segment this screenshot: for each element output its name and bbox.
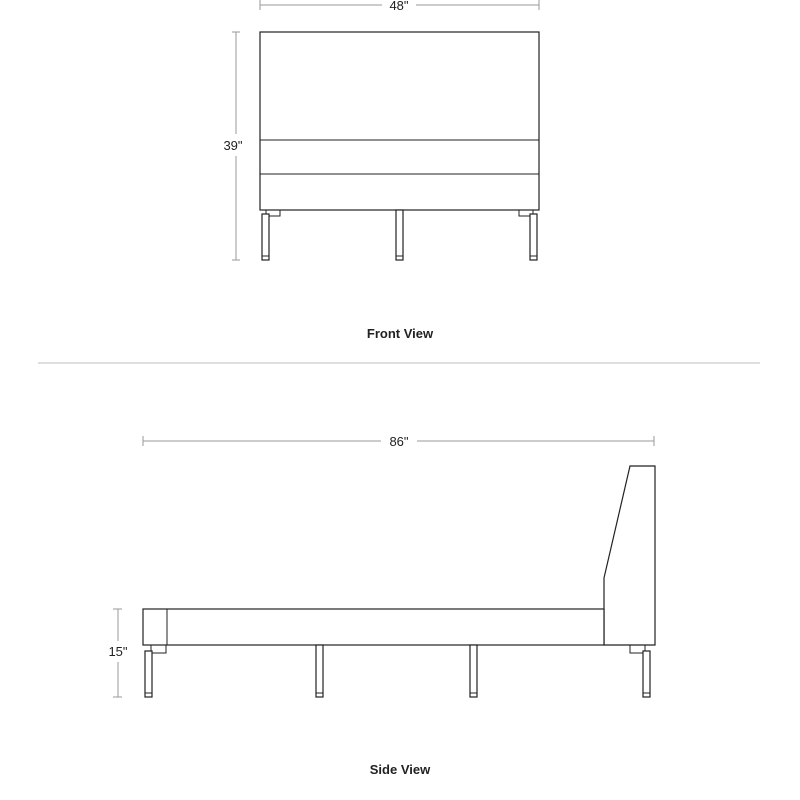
side-middle-leg-1	[316, 645, 323, 697]
side-rail	[143, 609, 604, 645]
front-view-drawing	[223, 0, 539, 260]
front-width-label: 48"	[389, 0, 409, 13]
front-center-leg	[396, 210, 403, 260]
side-view-drawing	[108, 434, 655, 697]
front-headboard	[260, 32, 539, 210]
side-height-label: 15"	[108, 644, 128, 659]
front-right-leg	[519, 210, 537, 260]
front-left-leg	[262, 210, 280, 260]
front-view-caption: Front View	[366, 326, 434, 341]
side-headboard	[604, 466, 655, 645]
side-middle-leg-2	[470, 645, 477, 697]
front-width-dimension	[260, 0, 539, 13]
side-length-dimension	[143, 434, 654, 449]
side-foot-leg	[145, 645, 166, 697]
side-view-caption: Side View	[369, 762, 431, 777]
front-height-label: 39"	[223, 138, 243, 153]
side-height-dimension	[108, 609, 127, 697]
side-head-leg	[630, 645, 650, 697]
front-height-dimension	[223, 32, 242, 260]
side-length-label: 86"	[389, 434, 409, 449]
